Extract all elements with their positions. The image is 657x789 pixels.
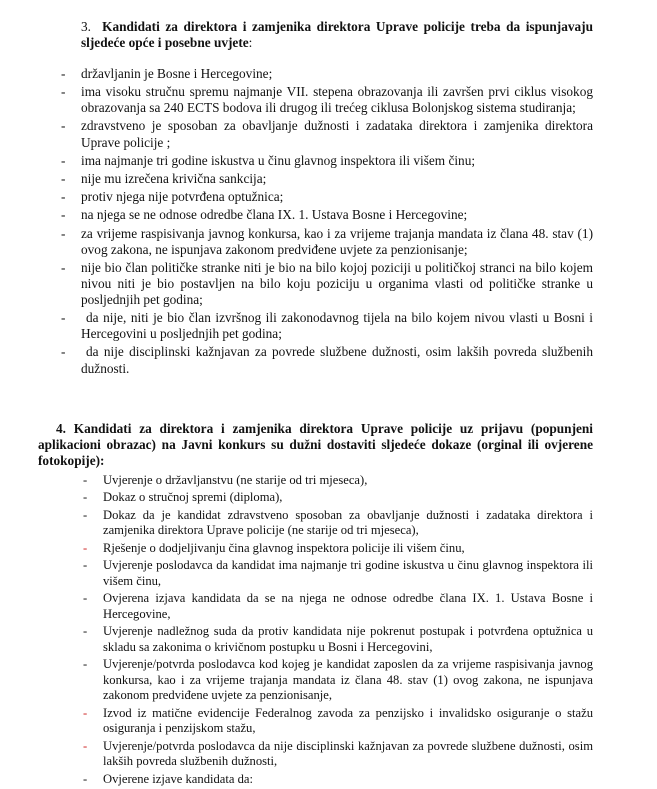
section-3-conditions-list: [0, 66, 657, 379]
bullet-dash-icon: -: [83, 540, 88, 555]
list-item: - da nije disciplinski kažnjavan za povrede službene dužnosti, osim lakših povreda službenih dužnosti.: [61, 344, 593, 376]
list-item: - Uvjerenje nadležnog suda da protiv kandidata nije pokrenut postupak i potvrđena optužnica u skladu sa zakonima o krivičnom postupku u Bosni i Hercegovini,: [83, 624, 593, 654]
list-item: - protiv njega nije potvrđena optužnica;: [61, 189, 284, 205]
bullet-dash-icon: -: [61, 84, 66, 100]
list-item: - da nije, niti je bio član izvršnog ili zakonodavnog tijela na bilo kojem nivou vlasti u Bosni i Hercegovini u posljednjih pet godina;: [61, 310, 593, 342]
list-item: - ima najmanje tri godine iskustva u činu glavnog inspektora ili višem činu;: [61, 152, 476, 168]
list-item: - Uvjerenje/potvrda poslodavca da nije disciplinski kažnjavan za povrede službene dužnosti, osim lakših povreda službenih dužnosti,: [83, 738, 593, 769]
list-item: - Uvjerenje/potvrda poslodavca kod kojeg je kandidat zaposlen da za vrijeme raspisivanja javnog konkursa, kao i za vrijeme trajanja mandata iz člana 48. stav (1) ovog zakona, ne ispunjava zakonom predviđene uvjete za penzionisanje,: [83, 657, 593, 703]
bullet-dash-icon: -: [83, 507, 88, 522]
section-3-heading: [81, 19, 593, 51]
section-3-heading-colon: :: [248, 35, 253, 50]
section-4-documents-list: [0, 473, 657, 789]
bullet-dash-icon: -: [83, 771, 88, 786]
list-item: - Dokaz o stručnoj spremi (diploma),: [83, 490, 283, 505]
bullet-dash-icon: -: [83, 558, 88, 573]
section-3-heading-text: Kandidati za direktora i zamjenika direktora Uprave policije treba da ispunjavaju sljedeće opće i posebne uvjete: [81, 19, 593, 50]
list-item: - za vrijeme raspisivanja javnog konkursa, kao i za vrijeme trajanja mandata iz člana 48. stav (1) ovog zakona, ne ispunjava zakonom predviđene uvjete za penzionisanje;: [61, 225, 593, 257]
section-4-heading: 4. Kandidati za direktora i zamjenika direktora Uprave policije uz prijavu (popunjeni aplikacioni obrazac) na Javni konkurs su dužni dostaviti sljedeće dokaze (orginal ili ovjerene fotokopije):: [38, 421, 593, 468]
list-item: - Uvjerenje o državljanstvu (ne starije od tri mjeseca),: [83, 473, 368, 487]
bullet-dash-icon: -: [83, 657, 88, 672]
list-item: - državljanin je Bosne i Hercegovine;: [61, 66, 273, 81]
list-item: - Rješenje o dodjeljivanju čina glavnog inspektora policije ili višem činu,: [83, 540, 465, 555]
bullet-dash-icon: -: [61, 189, 66, 205]
section-3-number: 3.: [81, 19, 91, 34]
bullet-dash-icon: -: [83, 490, 88, 505]
list-item: - ima visoku stručnu spremu najmanje VII. stepena obrazovanja ili završen prvi ciklus visokog obrazovanja sa 240 ECTS bodova ili drugog ili trećeg ciklusa Bolonjskog sistema studiranja;: [61, 84, 593, 116]
list-item: - nije bio član političke stranke niti je bio na bilo kojoj poziciji u političkoj stranci na bilo kojem nivou niti je bio postavljen na bilo koju poziciju u organima vlasti od političke stranke u posljednjih pet godina;: [61, 259, 593, 307]
list-item: - nije mu izrečena krivična sankcija;: [61, 170, 267, 186]
list-item: - Ovjerena izjava kandidata da se na njega ne odnose odredbe člana IX. 1. Ustava Bosne i Hercegovine,: [83, 591, 593, 621]
bullet-dash-icon: -: [61, 310, 66, 326]
list-item: - Dokaz da je kandidat zdravstveno sposoban za obavljanje dužnosti i zadataka direktora i zamjenika direktora Uprave policije (ne starije od tri mjeseca),: [83, 507, 593, 538]
list-item: - Uvjerenje poslodavca da kandidat ima najmanje tri godine iskustva u činu glavnog inspektora ili višem činu,: [83, 558, 593, 588]
list-item: - na njega se ne odnose odredbe člana IX. 1. Ustava Bosne i Hercegovine;: [61, 207, 468, 223]
bullet-dash-icon: -: [83, 705, 88, 720]
bullet-dash-icon: -: [83, 624, 88, 639]
bullet-dash-icon: -: [61, 344, 66, 360]
bullet-dash-icon: -: [83, 473, 88, 487]
bullet-dash-icon: -: [61, 118, 66, 134]
bullet-dash-icon: -: [61, 207, 66, 223]
list-item: - Izvod iz matične evidencije Federalnog zavoda za penzijsko i invalidsko osiguranje o stažu osiguranja i penzijskom stažu,: [83, 705, 593, 736]
bullet-dash-icon: -: [61, 259, 66, 275]
bullet-dash-icon: -: [61, 152, 66, 168]
list-item: - zdravstveno je sposoban za obavljanje dužnosti i zadataka direktora i zamjenika direktora Uprave policije ;: [61, 118, 593, 150]
bullet-dash-icon: -: [83, 738, 88, 753]
bullet-dash-icon: -: [61, 66, 66, 81]
bullet-dash-icon: -: [83, 591, 88, 606]
bullet-dash-icon: -: [61, 170, 66, 186]
bullet-dash-icon: -: [61, 225, 66, 241]
list-item: - Ovjerene izjave kandidata da:: [83, 771, 253, 786]
